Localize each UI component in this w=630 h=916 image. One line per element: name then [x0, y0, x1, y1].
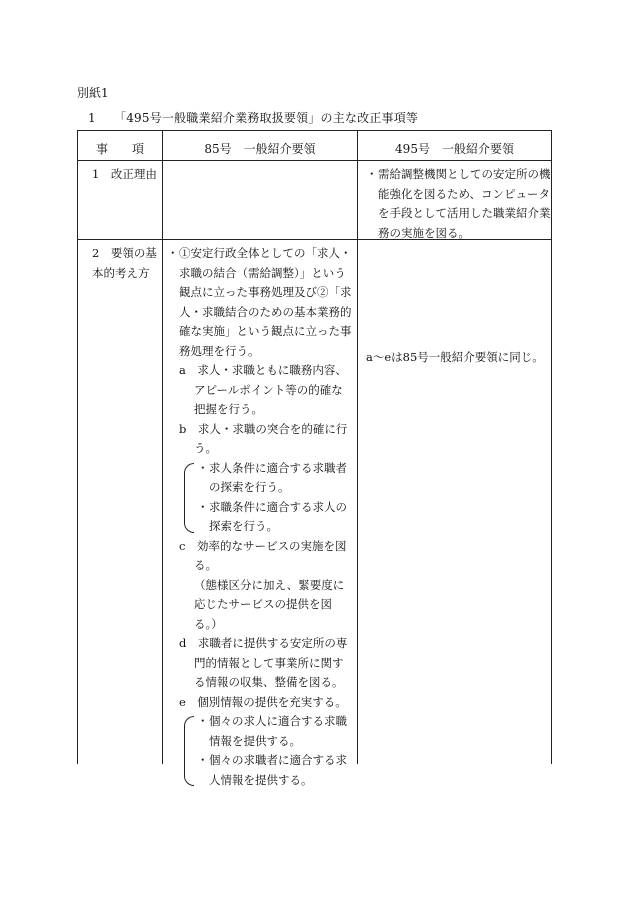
row2-col3: a～eは85号一般紹介要領に同じ。 — [366, 350, 544, 364]
bullet-mark: ・ — [167, 246, 179, 260]
row2-e-item — [197, 751, 352, 790]
row2-item-a: a 求人・求職ともに職務内容、アピールポイント等の的確な把握を行う。 — [179, 363, 347, 416]
row2-b-item — [197, 498, 352, 537]
row2-item-c-note: （態様区分に加え、緊要度に応じたサービスの提供を図る。） — [194, 577, 345, 631]
table-col-divider-2 — [357, 130, 358, 764]
brace-bracket — [184, 463, 194, 533]
table-col-divider-1 — [162, 130, 163, 764]
header-85: 85号 一般紹介要領 — [204, 142, 316, 156]
row1-col3 — [366, 165, 558, 243]
row2-e-item — [197, 712, 352, 751]
table-header-divider — [77, 160, 552, 161]
row2-b-group — [167, 459, 352, 537]
row2-b-item-text: 求職条件に適合する求人の探索を行う。 — [209, 499, 347, 533]
bullet-mark: ・ — [366, 167, 378, 181]
header-495: 495号 一般紹介要領 — [395, 142, 514, 156]
attachment-label: 別紙1 — [77, 86, 109, 100]
section-heading — [88, 109, 418, 126]
row2-intro-text: ①安定行政全体としての「求人・求職の結合（需給調整）」という観点に立った事務処理及び②「求人・求職結合のための基本業務的確な実施」という観点に立った事務処理を行う。 — [179, 246, 352, 358]
brace-bracket — [184, 716, 194, 786]
row2-item-b: b 求人・求職の突合を的確に行う。 — [179, 421, 348, 455]
table-border-left — [77, 130, 78, 764]
row2-item-c: c 効率的なサービスの実施を図る。 — [179, 538, 347, 572]
bullet-mark: ・ — [197, 714, 209, 728]
row2-item: 2 要領の基本的考え方 — [92, 246, 157, 280]
table-border-top — [77, 130, 552, 131]
bullet-mark: ・ — [197, 499, 209, 514]
row1-item: 1 改正理由 — [92, 167, 157, 181]
row2-e-group — [167, 712, 352, 790]
row2-b-item — [197, 459, 352, 498]
section-number: 1 — [88, 111, 96, 125]
bullet-mark: ・ — [197, 753, 209, 767]
row2-item-e: e 個別情報の提供を充実する。 — [179, 694, 347, 709]
row2-col2 — [167, 244, 352, 790]
row2-intro — [167, 244, 352, 361]
header-item: 事 項 — [95, 142, 144, 156]
row2-item-d: d 求職者に提供する安定所の専門的情報として事業所に関する情報の収集、整備を図る。 — [179, 636, 348, 689]
row1-col3-text: 需給調整機関としての安定所の機能強化を図るため、コンピュータを手段として活用した職業紹介業務の実施を図る。 — [378, 167, 551, 240]
section-title: 「495号一般職業紹介業務取扱要領」の主な改正事項等 — [114, 111, 419, 125]
row2-e-item-text: 個々の求職者に適合する求人情報を提供する。 — [209, 753, 347, 787]
bullet-mark: ・ — [197, 460, 209, 475]
row2-e-item-text: 個々の求人に適合する求職情報を提供する。 — [209, 714, 347, 748]
row2-b-item-text: 求人条件に適合する求職者の探索を行う。 — [209, 460, 347, 494]
